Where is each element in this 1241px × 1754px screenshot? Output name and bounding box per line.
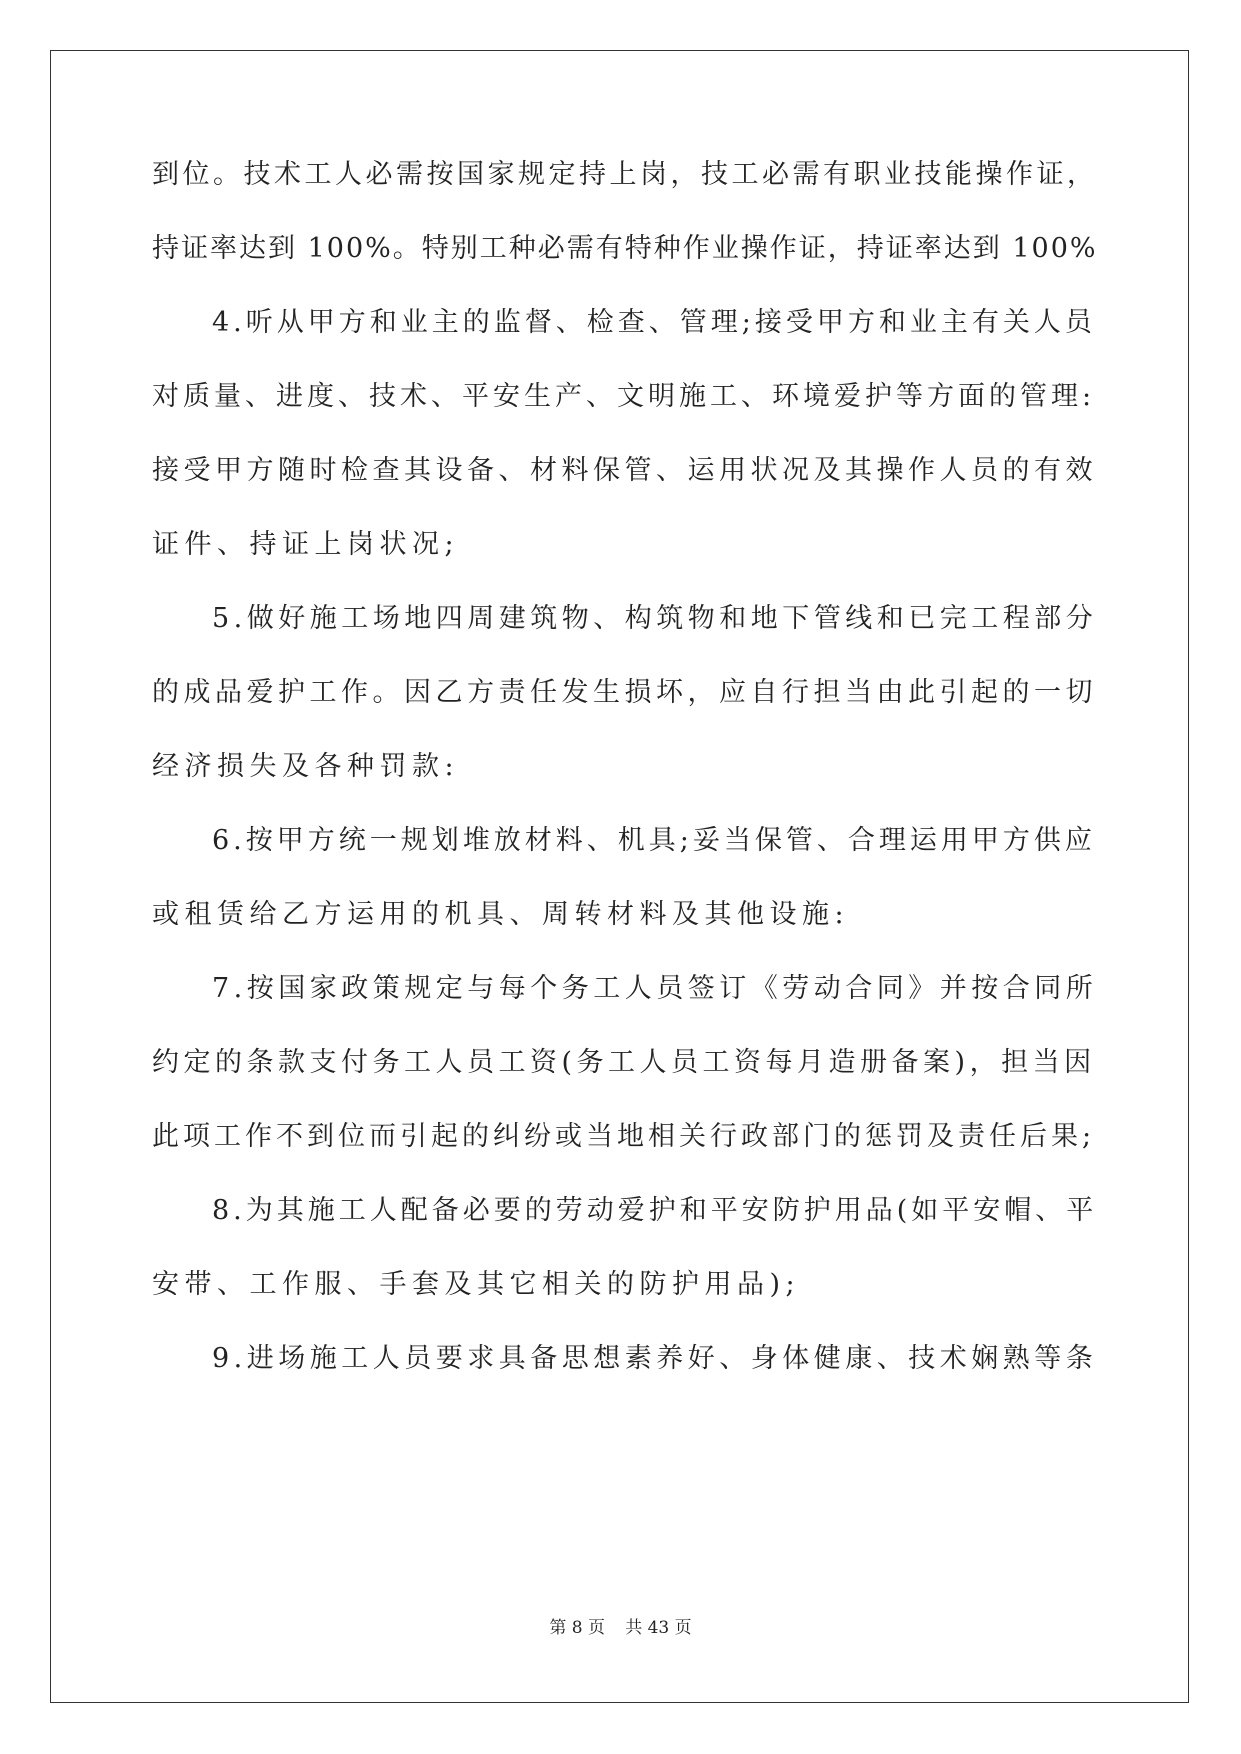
text-line: 安带、工作服、手套及其它相关的防护用品);: [152, 1269, 801, 1300]
text-line: 到位。技术工人必需按国家规定持上岗，技工必需有职业技能操作证，: [152, 159, 1098, 190]
text-line: 此项工作不到位而引起的纠纷或当地相关行政部门的惩罚及责任后果;: [152, 1121, 1096, 1152]
text-line: 持证率达到 100%。特别工种必需有特种作业操作证，持证率达到 100%: [152, 233, 1098, 264]
text-line: 证件、持证上岗状况;: [152, 529, 460, 560]
text-line: 8.为其施工人配备必要的劳动爱护和平安防护用品(如平安帽、平: [212, 1195, 1098, 1226]
text-line: 5.做好施工场地四周建筑物、构筑物和地下管线和已完工程部分: [212, 603, 1098, 634]
page-footer: [0, 1613, 1241, 1638]
text-line: 或租赁给乙方运用的机具、周转材料及其他设施:: [152, 899, 850, 930]
text-line: 约定的条款支付务工人员工资(务工人员工资每月造册备案)，担当因: [152, 1047, 1096, 1078]
page-border: [50, 50, 1189, 1703]
text-line: 的成品爱护工作。因乙方责任发生损坏，应自行担当由此引起的一切: [152, 677, 1097, 708]
text-line: 6.按甲方统一规划堆放材料、机具;妥当保管、合理运用甲方供应: [212, 825, 1096, 856]
text-line: 4.听从甲方和业主的监督、检查、管理;接受甲方和业主有关人员: [212, 307, 1096, 338]
text-line: 经济损失及各种罚款:: [152, 751, 460, 782]
text-line: 接受甲方随时检查其设备、材料保管、运用状况及其操作人员的有效: [152, 455, 1097, 486]
text-line: 7.按国家政策规定与每个务工人员签订《劳动合同》并按合同所: [212, 973, 1098, 1004]
text-line: 对质量、进度、技术、平安生产、文明施工、环境爱护等方面的管理:: [152, 381, 1096, 412]
page-total: 共 43 页: [625, 1618, 692, 1638]
page-number: 第 8 页: [549, 1618, 605, 1638]
text-line: 9.进场施工人员要求具备思想素养好、身体健康、技术娴熟等条: [212, 1343, 1098, 1374]
